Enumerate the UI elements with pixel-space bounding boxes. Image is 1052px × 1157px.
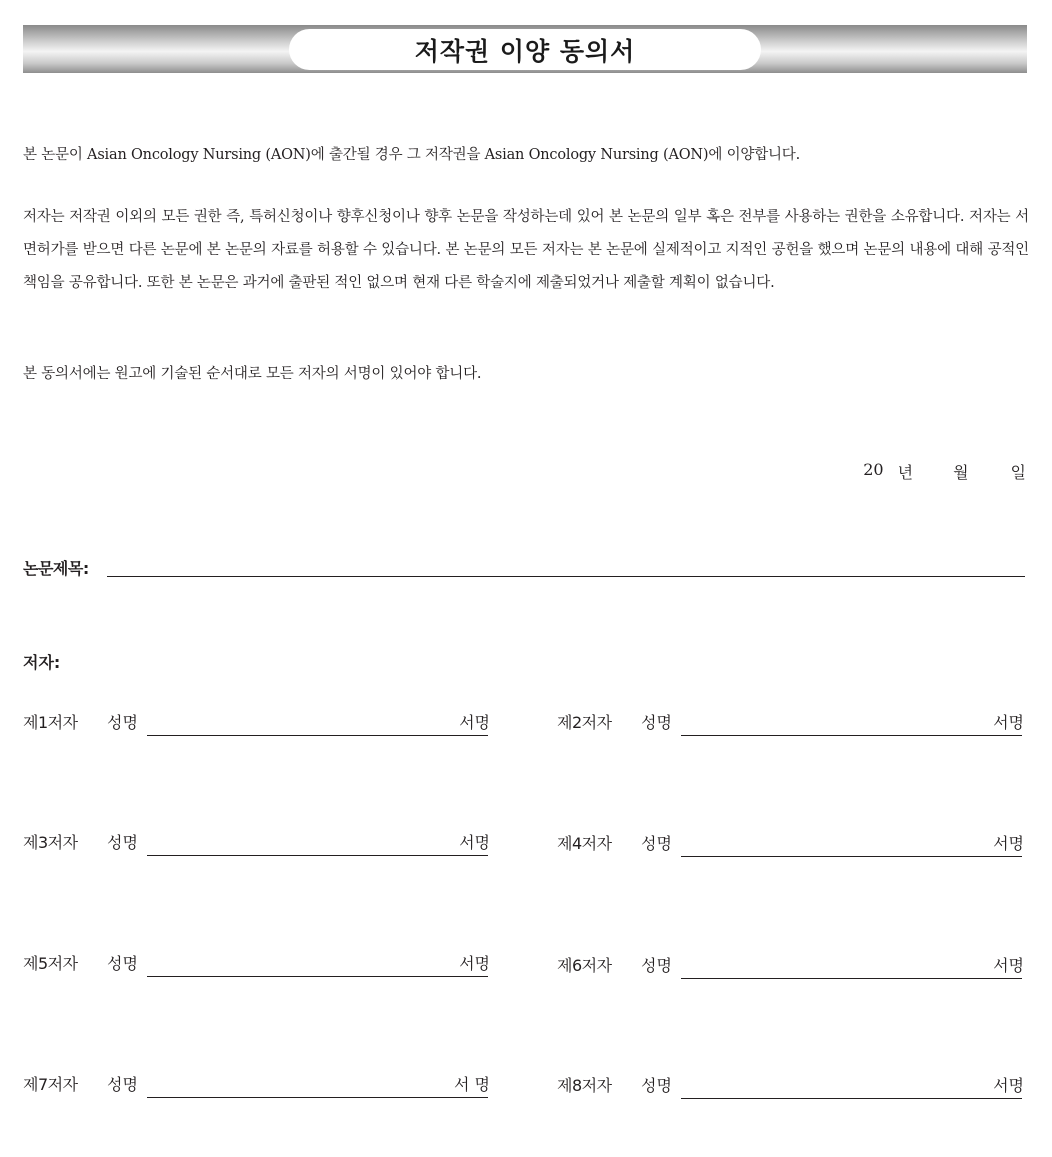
signature-label: 서명 [459, 713, 490, 732]
signature-label: 서명 [993, 1076, 1024, 1095]
date-month-unit: 월 [953, 463, 969, 482]
date-year-prefix: 20 [863, 460, 884, 479]
signature-label: 서명 [459, 833, 490, 852]
author-7-name-field[interactable] [147, 1097, 488, 1098]
author-label: 제2저자 [557, 713, 612, 732]
name-label: 성명 [107, 833, 138, 852]
date-line [863, 460, 1026, 483]
signature-label: 서 명 [454, 1075, 490, 1094]
author-5-name-field[interactable] [147, 976, 488, 977]
signature-label: 서명 [993, 956, 1024, 975]
author-label: 제1저자 [23, 713, 78, 732]
page-title: 저작권 이양 동의서 [414, 36, 636, 66]
paragraph-copyright-transfer: 본 논문이 Asian Oncology Nursing (AON)에 출간될 경우 그 저작권을 Asian Oncology Nursing (AON)에 이양합니다. [23, 147, 801, 163]
date-year-unit: 년 [897, 463, 914, 482]
author-1-name-field[interactable] [147, 735, 488, 736]
author-label: 제8저자 [557, 1076, 612, 1095]
author-2-name-field[interactable] [681, 735, 1022, 736]
author-label: 제7저자 [23, 1075, 78, 1094]
author-label: 제3저자 [23, 833, 78, 852]
author-4-name-field[interactable] [681, 856, 1022, 857]
paper-title-label: 논문제목: [23, 559, 89, 578]
name-label: 성명 [107, 954, 138, 973]
name-label: 성명 [641, 1076, 672, 1095]
signature-label: 서명 [993, 834, 1024, 853]
author-3-name-field[interactable] [147, 855, 488, 856]
author-slot-1 [23, 710, 488, 740]
name-label: 성명 [107, 713, 138, 732]
author-label: 제5저자 [23, 954, 78, 973]
author-slot-5 [23, 951, 488, 981]
author-slot-2 [557, 710, 1022, 740]
author-slot-3 [23, 830, 488, 860]
author-label: 제6저자 [557, 956, 612, 975]
name-label: 성명 [641, 956, 672, 975]
name-label: 성명 [641, 713, 672, 732]
author-8-name-field[interactable] [681, 1098, 1022, 1099]
author-slot-4 [557, 831, 1022, 861]
paragraph-signature-requirement: 본 동의서에는 원고에 기술된 순서대로 모든 저자의 서명이 있어야 합니다. [23, 366, 482, 382]
signature-label: 서명 [459, 954, 490, 973]
author-slot-8 [557, 1073, 1022, 1103]
paper-title-field[interactable] [107, 576, 1025, 577]
name-label: 성명 [107, 1075, 138, 1094]
signature-label: 서명 [993, 713, 1024, 732]
author-6-name-field[interactable] [681, 978, 1022, 979]
date-day-unit: 일 [1010, 463, 1026, 482]
author-label: 제4저자 [557, 834, 612, 853]
title-banner [289, 29, 761, 70]
paragraph-author-rights: 저자는 저작권 이외의 모든 권한 즉, 특허신청이나 향후신청이나 향후 논문을 작성하는데 있어 본 논문의 일부 혹은 전부를 사용하는 권한을 소유합니다. 저자는 서면허가를 받으면 다른 논문에 본 논문의 자료를 허용할 수 있습니다. 본 논문의 모든 저자는 본 논문에 실제적이고 지적인 공헌을 했으며 논문의 내용에 대해 공적인 책임을 공유합니다. 또한 본 논문은 과거에 출판된 적인 없으며 현재 다른 학술지에 제출되었거나 제출할 계획이 없습니다. [23, 209, 1029, 291]
name-label: 성명 [641, 834, 672, 853]
author-slot-7 [23, 1072, 488, 1102]
author-slot-6 [557, 953, 1022, 983]
authors-label: 저자: [23, 653, 61, 672]
